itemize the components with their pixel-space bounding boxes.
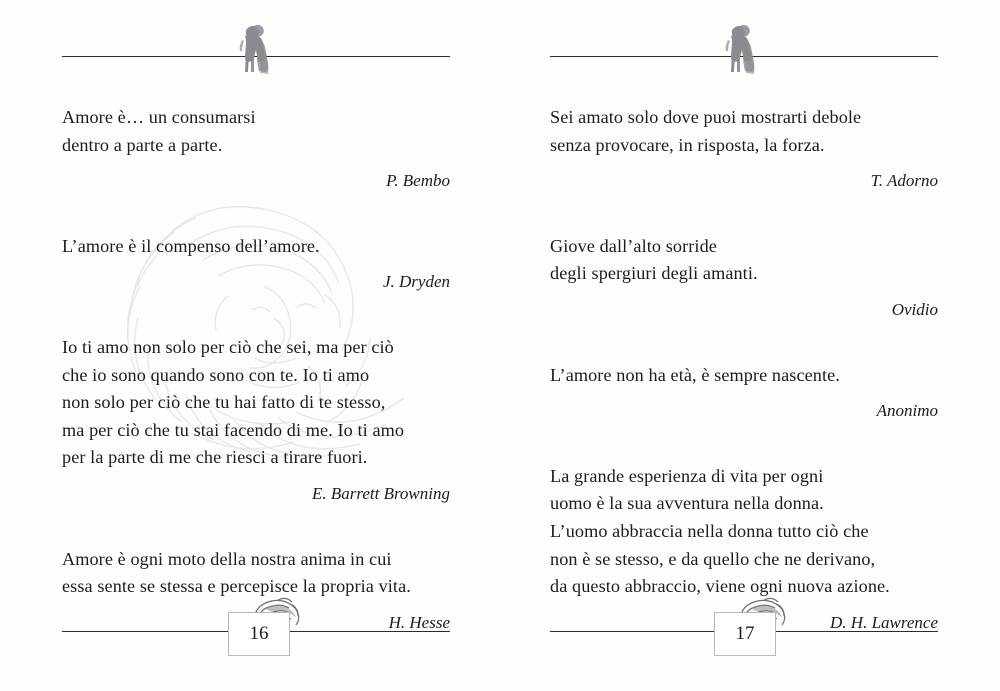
quote-line: non solo per ciò che tu hai fatto di te stesso,	[62, 392, 386, 413]
quote-line: Amore è… un consumarsi	[62, 107, 256, 127]
quote-line: ma per ciò che tu stai facendo di me. Io ti amo	[62, 419, 405, 440]
quote-attribution: H. Hesse	[388, 612, 450, 632]
quote-line: uomo è la sua avventura nella donna.	[550, 493, 824, 514]
quote-block	[550, 233, 938, 324]
header-rule	[550, 56, 938, 57]
quote-line: L’amore non ha età, è sempre nascente.	[550, 364, 840, 385]
embracing-couple-ornament	[228, 22, 274, 74]
quote-line: per la parte di me che riesci a tirare fuori.	[62, 447, 368, 468]
quote-line: dentro a parte a parte.	[62, 134, 223, 155]
quote-block	[62, 104, 450, 195]
quote-line: non è se stesso, e da quello che ne derivano,	[550, 548, 876, 569]
quote-block	[62, 233, 450, 296]
quote-block	[550, 104, 938, 195]
right-page	[500, 0, 1000, 691]
page-number-box	[228, 612, 290, 656]
header-rule	[62, 56, 450, 57]
quote-attribution: J. Dryden	[382, 272, 450, 292]
quote-line: L’amore è il compenso dell’amore.	[62, 235, 320, 256]
left-page-quote-column	[62, 104, 450, 636]
quote-line: essa sente se stessa e percepisce la propria vita.	[62, 576, 411, 597]
quote-line: Giove dall’alto sorride	[550, 235, 717, 256]
quote-attribution: Ovidio	[891, 299, 938, 319]
quote-attribution: D. H. Lawrence	[830, 612, 938, 632]
quote-line: Sei amato solo dove puoi mostrarti debole	[550, 107, 862, 127]
quote-line: senza provocare, in risposta, la forza.	[550, 134, 825, 155]
page-number: 17	[735, 623, 755, 644]
quote-line: Amore è ogni moto della nostra anima in cui	[62, 548, 392, 569]
page-number-box	[714, 612, 776, 656]
quote-block	[550, 463, 938, 637]
quote-block	[62, 334, 450, 508]
quote-line: da questo abbraccio, viene ogni nuova azione.	[550, 576, 890, 597]
quote-line: Io ti amo non solo per ciò che sei, ma per ciò	[62, 336, 394, 357]
page-number: 16	[249, 623, 269, 644]
quote-line: La grande esperienza di vita per ogni	[550, 465, 824, 486]
quote-line: degli spergiuri degli amanti.	[550, 263, 758, 284]
quote-attribution: P. Bembo	[386, 171, 450, 191]
embracing-couple-ornament	[714, 22, 760, 74]
right-page-quote-column	[550, 104, 938, 636]
quote-block	[550, 362, 938, 425]
quote-line: che io sono quando sono con te. Io ti amo	[62, 364, 370, 385]
quote-attribution: E. Barrett Browning	[311, 483, 450, 503]
quote-attribution: Anonimo	[876, 401, 938, 421]
quote-attribution: T. Adorno	[870, 171, 938, 191]
quote-line: L’uomo abbraccia nella donna tutto ciò che	[550, 520, 869, 541]
